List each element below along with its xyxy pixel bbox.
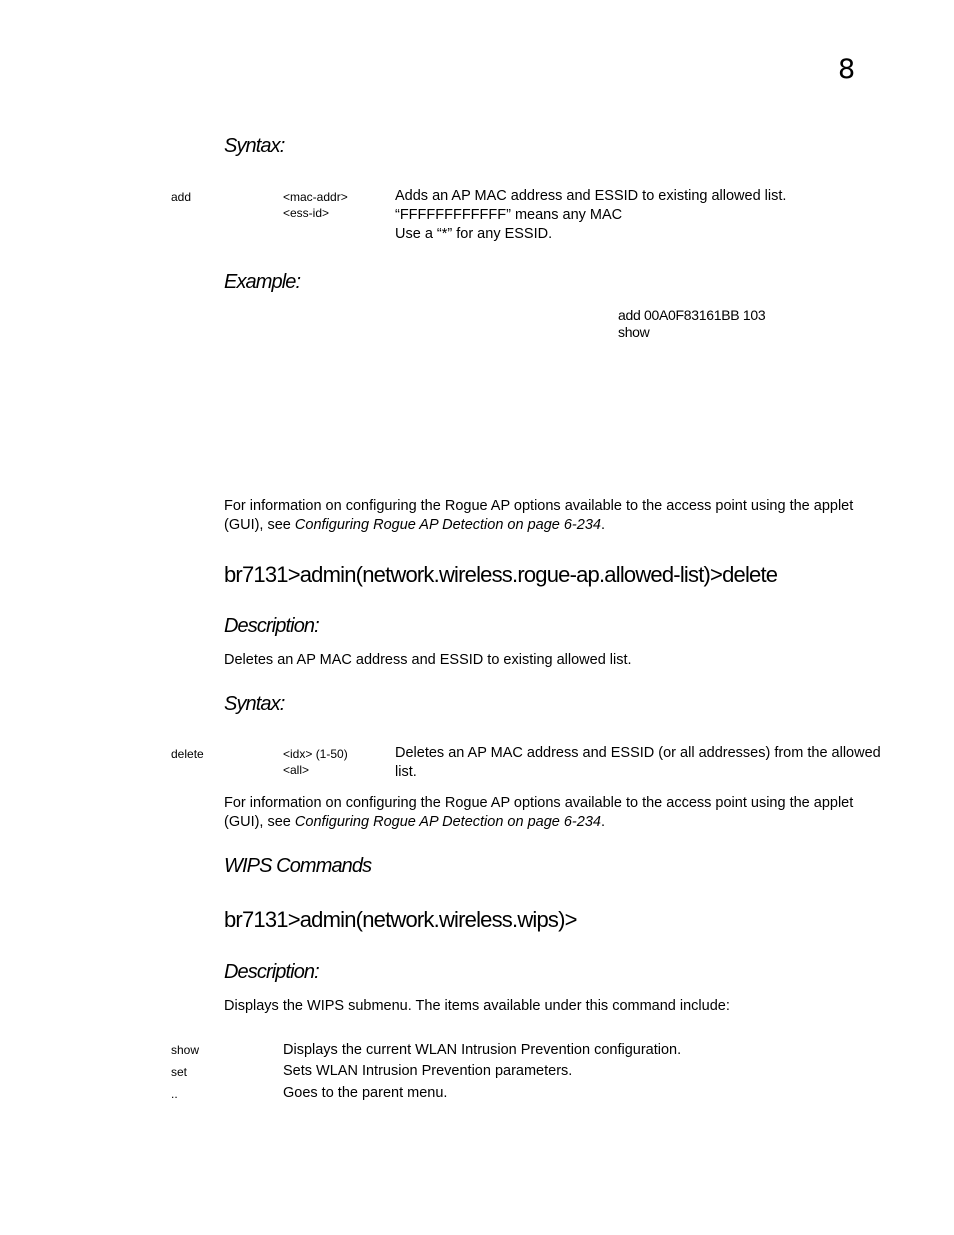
- example-line: show: [618, 324, 650, 340]
- info-paragraph: [224, 794, 884, 832]
- info-text-suffix: .: [600, 814, 605, 830]
- description-heading: Description:: [224, 615, 319, 637]
- info-text: For information on configuring the Rogue AP options available to the access point using the applet (GUI), see: [224, 498, 854, 533]
- info-cross-reference-link[interactable]: Configuring Rogue AP Detection on page 6-234: [294, 517, 601, 533]
- description-heading: Description:: [224, 961, 319, 983]
- info-text-suffix: .: [600, 517, 605, 533]
- syntax-heading: Syntax:: [224, 693, 285, 715]
- submenu-description-parent: Goes to the parent menu.: [283, 1085, 448, 1101]
- syntax-heading: Syntax:: [224, 135, 285, 157]
- syntax-description-line: Use a “*” for any ESSID.: [395, 226, 553, 242]
- description-text: Deletes an AP MAC address and ESSID to existing allowed list.: [224, 652, 632, 668]
- syntax-command-delete: delete: [171, 747, 204, 761]
- command-title-delete: br7131>admin(network.wireless.rogue-ap.allowed-list)>delete: [224, 562, 778, 587]
- submenu-command-parent: ..: [171, 1087, 178, 1101]
- example-line: add 00A0F83161BB 103: [618, 307, 766, 323]
- submenu-description-show: Displays the current WLAN Intrusion Prevention configuration.: [283, 1042, 682, 1058]
- chapter-number: 8: [838, 54, 856, 85]
- example-heading: Example:: [224, 271, 301, 293]
- syntax-param-mac-addr: <mac-addr>: [283, 190, 348, 204]
- submenu-command-set: set: [171, 1065, 188, 1079]
- syntax-param-ess-id: <ess-id>: [283, 206, 330, 220]
- submenu-description-set: Sets WLAN Intrusion Prevention parameters.: [283, 1063, 573, 1079]
- info-cross-reference-link[interactable]: Configuring Rogue AP Detection on page 6-234: [294, 814, 601, 830]
- syntax-param-idx: <idx> (1-50): [283, 747, 348, 761]
- submenu-command-show: show: [171, 1043, 200, 1057]
- command-title-wips: br7131>admin(network.wireless.wips)>: [224, 907, 577, 932]
- example-code: [618, 307, 765, 341]
- syntax-param-all: <all>: [283, 763, 310, 777]
- syntax-description-add: [395, 187, 895, 244]
- info-paragraph: [224, 497, 884, 535]
- info-text: For information on configuring the Rogue AP options available to the access point using the applet (GUI), see: [224, 795, 854, 830]
- group-heading-wips: WIPS Commands: [224, 855, 372, 877]
- syntax-description-delete: Deletes an AP MAC address and ESSID (or all addresses) from the allowed list.: [395, 745, 881, 780]
- description-text: Displays the WIPS submenu. The items available under this command include:: [224, 998, 730, 1014]
- syntax-description-line: Adds an AP MAC address and ESSID to existing allowed list.: [395, 188, 787, 204]
- syntax-command-add: add: [171, 190, 192, 204]
- syntax-description-line: “FFFFFFFFFFFF” means any MAC: [395, 207, 623, 223]
